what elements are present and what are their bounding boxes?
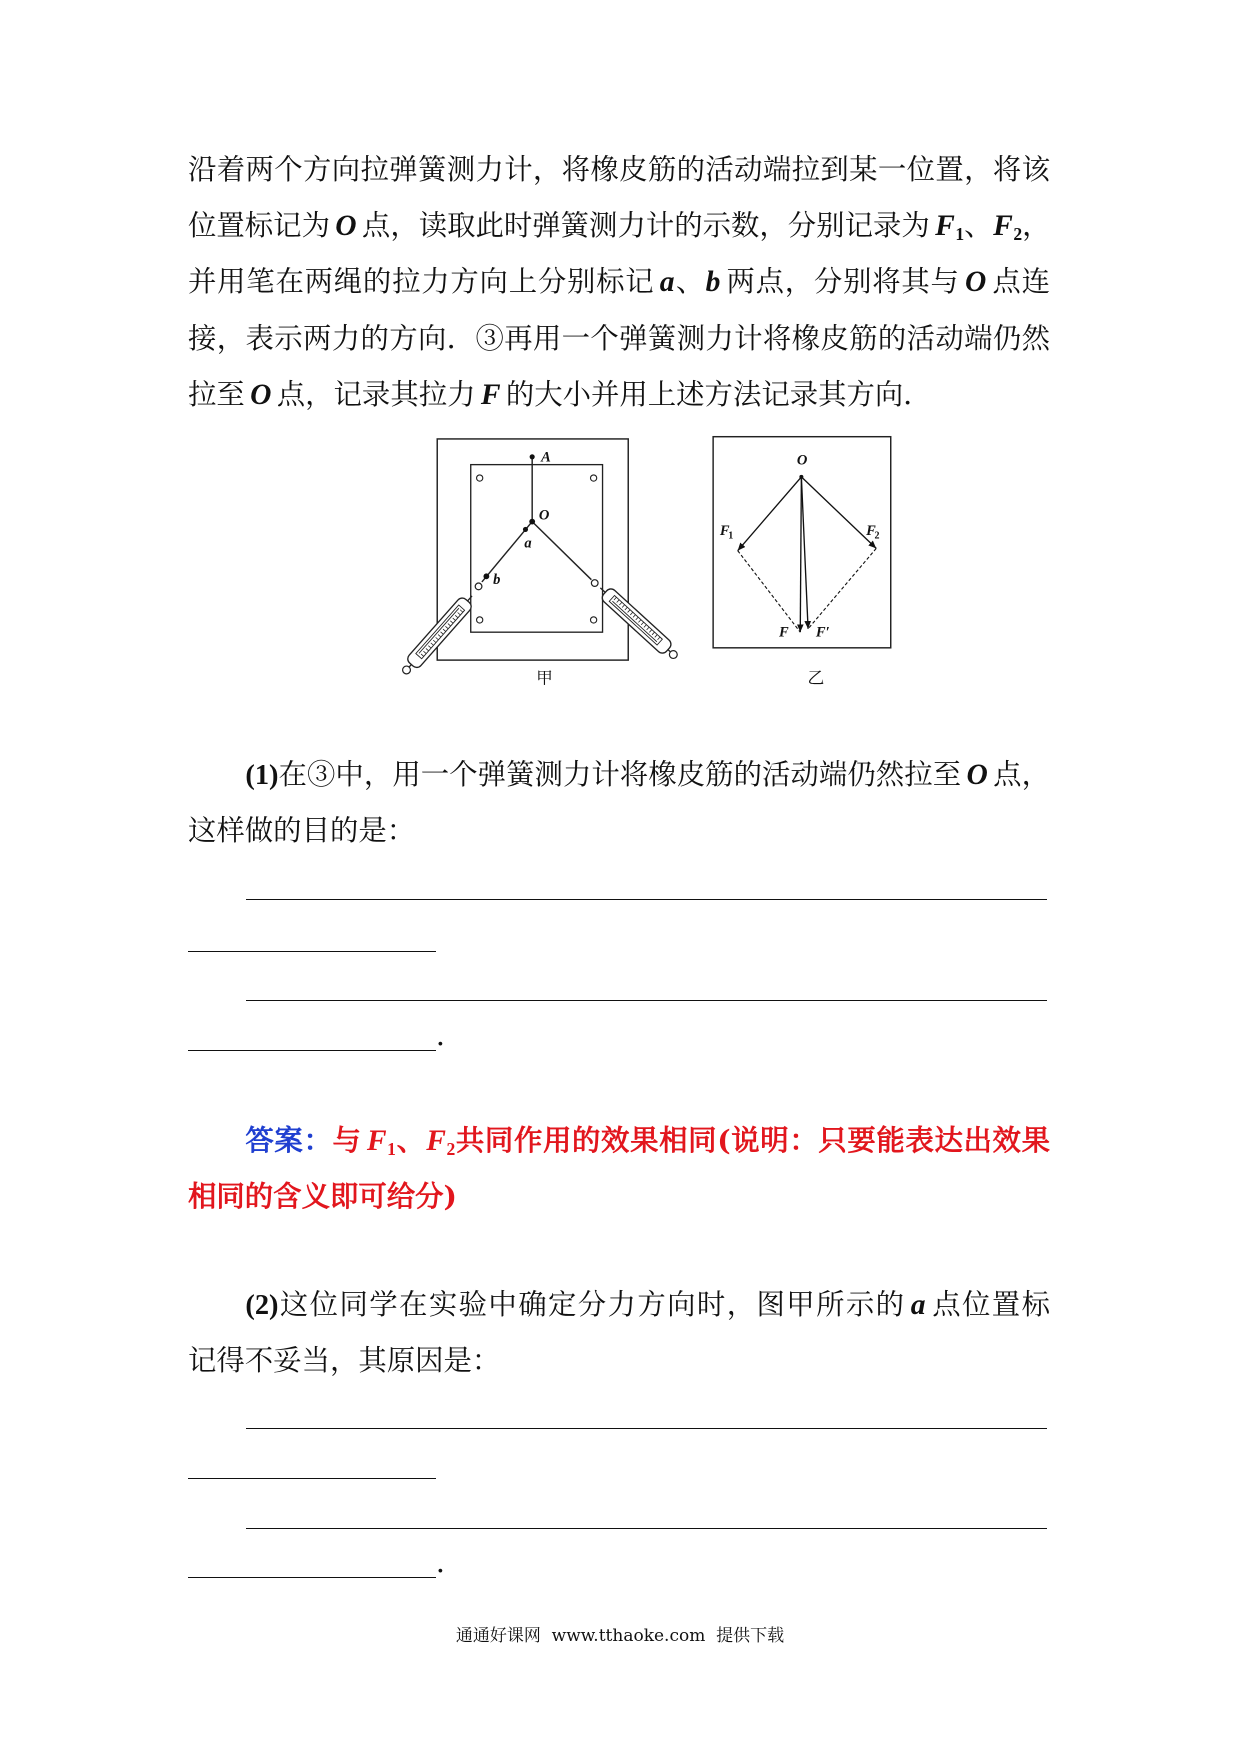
answer-blank-line [188,1577,436,1578]
text-run: 沿着两个方向拉弹簧测力计，将橡皮筋的活动端拉到某一位置，将该 [188,153,1050,186]
label-A: A [540,449,551,466]
math-symbol: a [659,266,675,299]
answer-blank-line [188,1050,436,1051]
label-F2-subscript: 2 [874,530,880,542]
subscript: 1 [387,1138,396,1159]
force-F2-arrow [801,477,876,548]
math-symbol: O [335,210,357,243]
text-run: 、 [675,265,706,299]
knot-O-dot [529,519,535,525]
label-F1: F [719,523,730,539]
point-A-dot [529,454,534,459]
text-line [188,1112,1050,1168]
answer-blank-line [188,951,436,952]
label-F-prime: F′ [815,624,830,641]
answer-blank-line [246,1428,1047,1429]
force-F-arrow [800,477,801,632]
blank-end-period: ． [436,1546,465,1579]
text-run: 点，读取此时弹簧测力计的示数，分别记录为 [361,209,930,243]
text-line [188,803,1050,859]
subscript: 1 [955,224,965,245]
math-symbol: O [966,759,988,791]
intro-paragraph [188,142,1050,423]
text-line [188,1168,1050,1224]
label-O: O [538,507,549,524]
text-run: 点连 [991,265,1050,299]
answer-blank-line [246,899,1047,900]
math-symbol: F [366,1125,387,1157]
subscript: 2 [446,1138,456,1159]
label-F2: F [865,523,876,539]
text-line [188,747,1050,803]
point-a-dot [522,527,527,532]
parallelogram-dashed-right [808,548,876,628]
math-symbol: F [426,1125,446,1157]
caption-jia: 甲 [535,667,553,688]
force-F-prime-arrow [801,477,808,629]
text-run: 在③中，用一个弹簧测力计将橡皮筋的活动端仍然拉至 [278,758,962,791]
text-run: 点位置标 [930,1288,1050,1321]
text-run: 并用笔在两绳的拉力方向上分别标记 [188,265,655,299]
math-symbol: a [910,1289,926,1321]
text-run: 这样做的目的是： [188,814,416,848]
right-spring-scale [595,582,681,663]
subscript: 2 [1013,224,1023,245]
answer-1 [188,1112,1050,1224]
math-symbol: O [965,266,987,299]
paper-sheet [470,465,602,633]
answer-blank-line [246,1000,1047,1001]
left-hook [475,583,482,590]
answer-label: 答案： [245,1123,333,1157]
text-run: 点， [993,758,1050,791]
text-run: 拉至 [188,377,245,411]
answer-blank-line [188,1478,436,1479]
text-run: 两点，分别将其与 [725,265,960,299]
question-number: (1) [245,760,279,791]
thumbtacks [476,475,596,623]
math-symbol: b [705,266,721,299]
blank-end-period: ． [436,1019,465,1052]
text-line [188,254,1050,310]
label-F1-subscript: 1 [727,530,733,542]
text-run: 记得不妥当，其原因是： [188,1344,501,1378]
text-line [188,311,1050,367]
text-run: ， [1022,209,1051,243]
text-line [188,1277,1050,1333]
text-run: 、 [964,209,993,243]
math-symbol: F [993,210,1013,243]
caption-yi: 乙 [807,667,824,688]
force-F1-arrow [737,477,801,551]
label-O-yi: O [796,452,807,469]
label-b: b [492,572,500,589]
question-2 [188,1277,1050,1389]
right-rope [532,522,591,580]
parallelogram-dashed-left [737,551,800,633]
text-line [188,367,1050,423]
math-symbol: O [250,378,272,411]
question-number: (2) [245,1290,279,1321]
text-run: 接，表示两力的方向．③再用一个弹簧测力计将橡皮筋的活动端仍然 [188,321,1050,355]
text-run: 共同作用的效果相同(说明：只要能表达出效果 [455,1123,1050,1157]
point-b-dot [483,573,489,579]
text-run: 位置标记为 [188,209,330,243]
text-line [188,1333,1050,1389]
panel-jia [398,439,681,678]
question-1 [188,747,1050,859]
left-spring-scale [398,591,478,678]
text-line [188,142,1050,198]
answer-blank-line [246,1528,1047,1529]
label-F: F [778,624,789,641]
text-run: 、 [395,1123,426,1157]
page-footer: 通通好课网 www.tthaoke.com 提供下载 [455,1626,785,1646]
text-run: 的大小并用上述方法记录其方向． [505,377,932,411]
text-run: 相同的含义即可给分) [188,1179,457,1214]
text-run: 这位同学在实验中确定分力方向时，图甲所示的 [278,1288,906,1321]
math-symbol: F [480,378,501,411]
text-run: 点，记录其拉力 [276,377,476,411]
label-a: a [523,535,532,552]
text-run: 与 [332,1123,362,1157]
experiment-figure [397,430,900,693]
text-line [188,198,1050,254]
math-symbol: F [935,210,955,243]
right-hook [591,580,598,587]
